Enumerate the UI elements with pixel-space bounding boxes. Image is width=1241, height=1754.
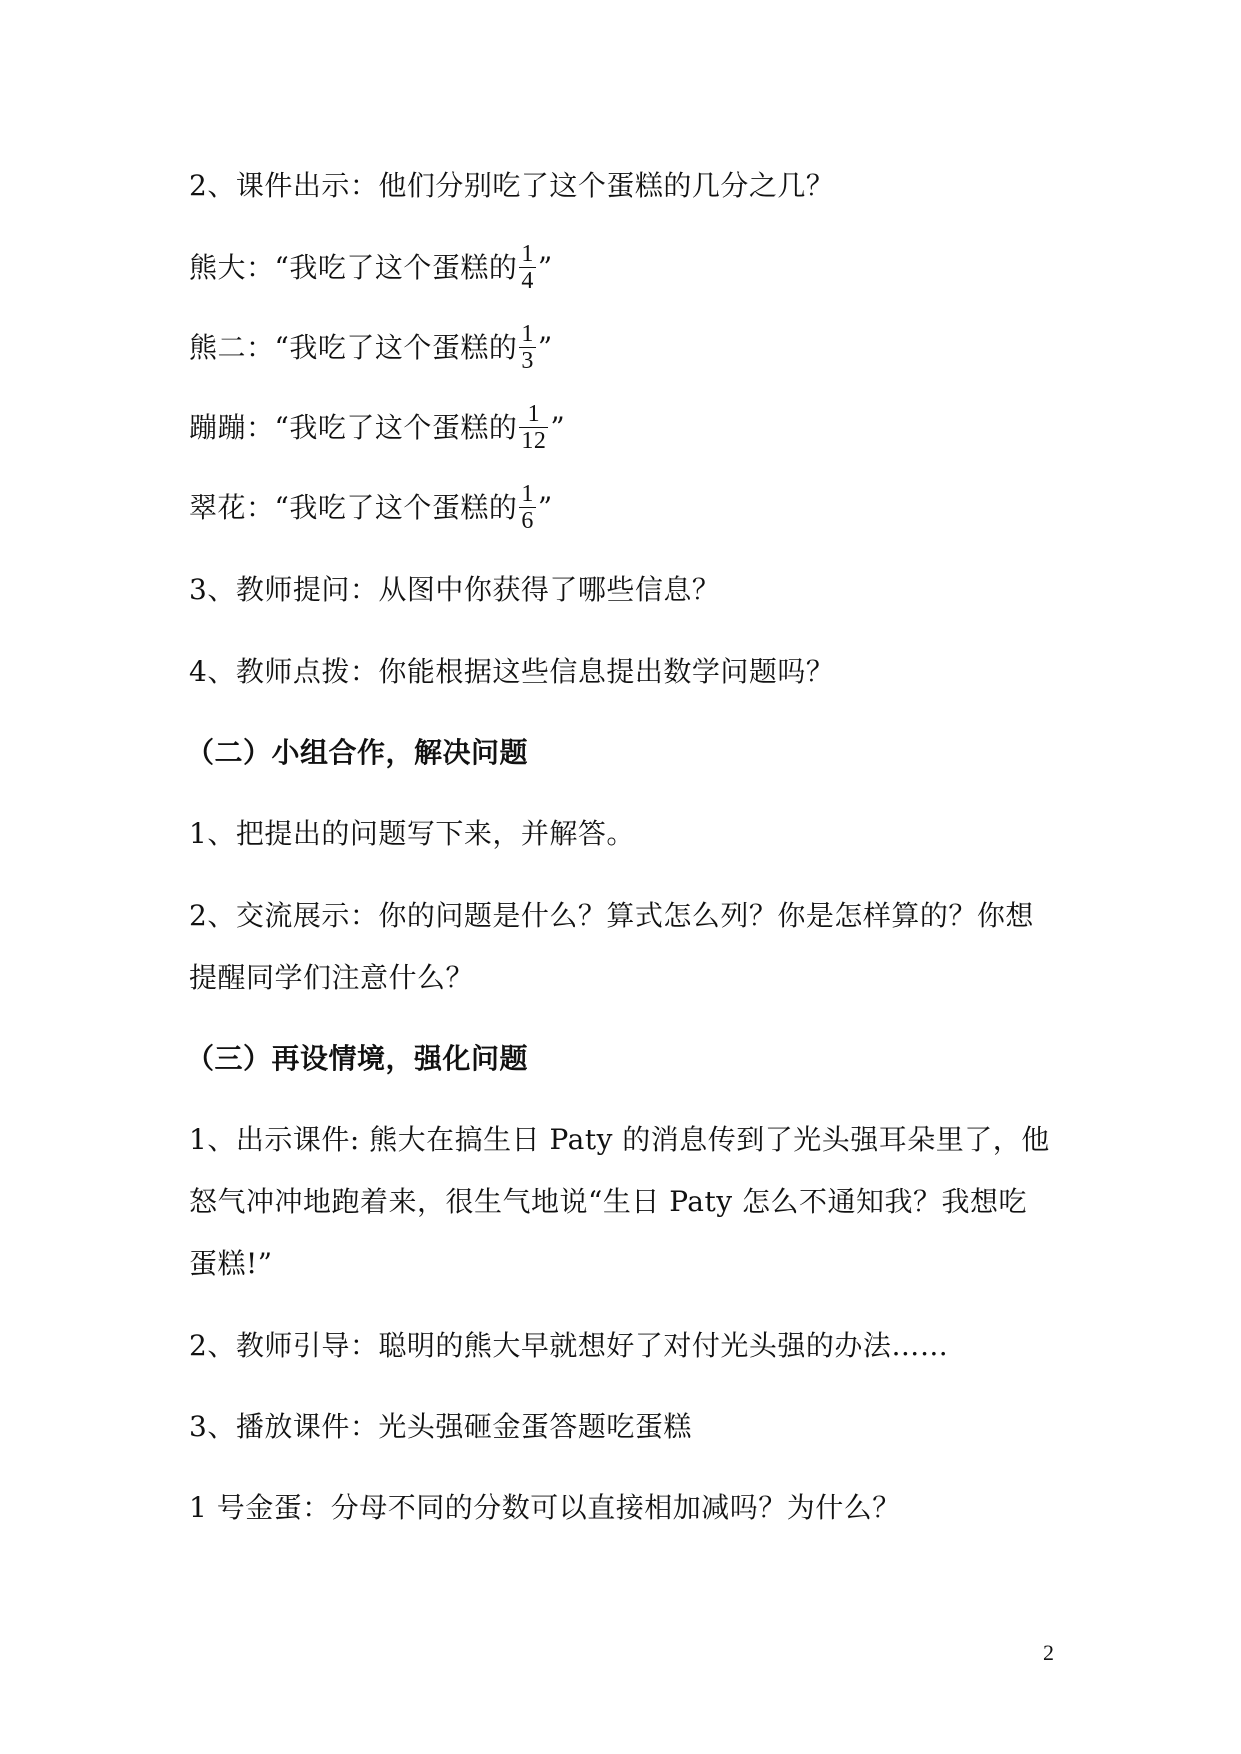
text-line: 3、教师提问：从图中你获得了哪些信息？ xyxy=(189,573,721,606)
fraction-numerator: 1 xyxy=(519,401,548,428)
dialogue-text: 熊二：“我吃了这个蛋糕的 xyxy=(189,331,518,364)
dialogue-bengbeng xyxy=(189,403,565,456)
dialogue-xionger xyxy=(189,323,553,376)
text-line: 2、教师引导：聪明的熊大早就想好了对付光头强的办法…… xyxy=(189,1329,949,1362)
fraction-denominator: 4 xyxy=(521,268,534,294)
fraction xyxy=(519,481,536,534)
text-line: 1 号金蛋：分母不同的分数可以直接相加减吗？为什么？ xyxy=(189,1491,901,1524)
fraction-numerator: 1 xyxy=(521,241,534,267)
text-line: 2、交流展示：你的问题是什么？算式怎么列？你是怎样算的？你想 xyxy=(189,899,1034,932)
text-line: 蛋糕!” xyxy=(189,1247,273,1280)
text-line: 1、把提出的问题写下来，并解答。 xyxy=(189,817,635,850)
dialogue-cuihua xyxy=(189,483,553,536)
fraction xyxy=(519,401,548,454)
fraction-denominator: 12 xyxy=(521,428,547,454)
text-line: 3、播放课件：光头强砸金蛋答题吃蛋糕 xyxy=(189,1410,692,1443)
close-quote: ” xyxy=(537,251,553,284)
fraction-numerator: 1 xyxy=(521,321,534,347)
section-heading: （二）小组合作，解决问题 xyxy=(186,736,529,769)
dialogue-text: 熊大：“我吃了这个蛋糕的 xyxy=(189,251,518,284)
fraction-denominator: 6 xyxy=(521,508,534,534)
fraction-denominator: 3 xyxy=(521,348,534,374)
close-quote: ” xyxy=(550,411,566,444)
text-line: 4、教师点拨：你能根据这些信息提出数学问题吗？ xyxy=(189,655,835,688)
fraction xyxy=(519,241,536,294)
text-line: 2、课件出示：他们分别吃了这个蛋糕的几分之几？ xyxy=(189,169,835,202)
close-quote: ” xyxy=(537,491,553,524)
close-quote: ” xyxy=(537,331,553,364)
text-line: 怒气冲冲地跑着来，很生气地说“生日 Paty 怎么不通知我？我想吃 xyxy=(189,1185,1027,1218)
fraction xyxy=(519,321,536,374)
text-line: 1、出示课件: 熊大在搞生日 Paty 的消息传到了光头强耳朵里了，他 xyxy=(189,1123,1050,1156)
dialogue-xiongda xyxy=(189,243,553,296)
dialogue-text: 蹦蹦：“我吃了这个蛋糕的 xyxy=(189,411,518,444)
text-line: 提醒同学们注意什么？ xyxy=(189,961,475,994)
page-number: 2 xyxy=(1043,1640,1054,1665)
dialogue-text: 翠花：“我吃了这个蛋糕的 xyxy=(189,491,518,524)
section-heading: （三）再设情境，强化问题 xyxy=(186,1042,529,1075)
fraction-numerator: 1 xyxy=(521,481,534,507)
